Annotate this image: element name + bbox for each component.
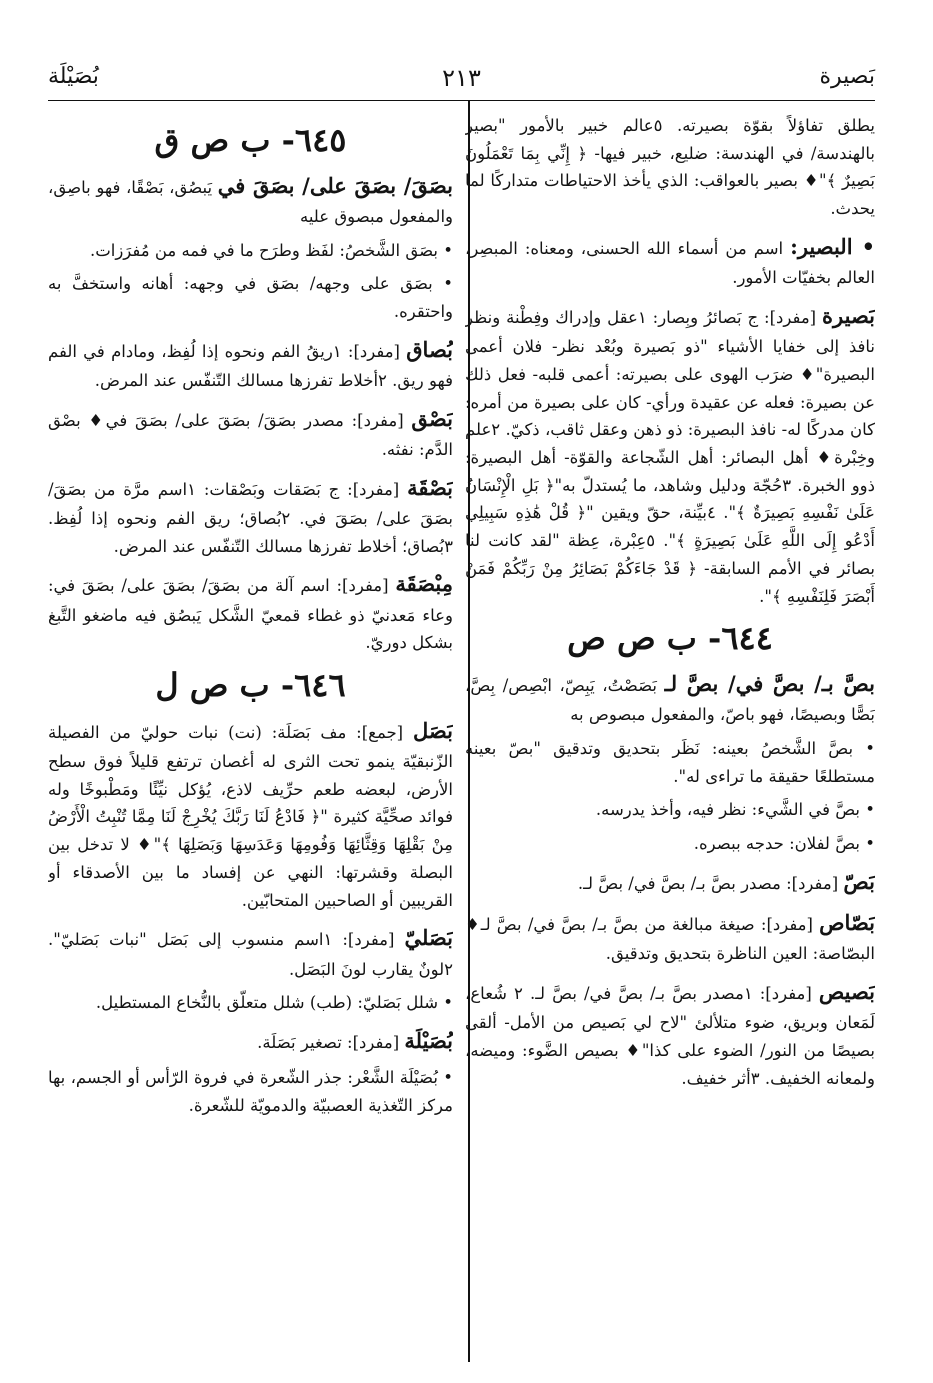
entry-definition: [مفرد]: اسم آلة من بصَقَ/ بصَقَ على/ بصَقَ في: وعاء مَعدنيّ ذو غطاء قمعيّ الشَّكل يَبصُق فيه ماضغو التَّبغ بشكل دوريّ. — [48, 576, 453, 653]
entry-headword: بَصَل — [413, 717, 453, 743]
entry-paragraph: • بُصَيْلَة الشَّعْر: جذر الشّعرة في فروة الرّأس أو الجسم، بها مركز التّغذية العصبيّة والدمويّة للشّعرة. — [48, 1068, 453, 1115]
entry-headword: بَصْق — [411, 405, 453, 431]
dictionary-entry — [48, 168, 453, 231]
entry-definition: يَبصُق، بَصْقًا، فهو باصِق، والمفعول مبصوق عليه — [48, 177, 453, 226]
entry-paragraph: • بصَّ لفلان: حدجه ببصره. — [693, 834, 875, 854]
entry-definition: بَصَصْتُ، يَبِصّ، ابْصِص/ بِصَّ، بَصًّا وبصيصًا، فهو باصّ، والمفعول مبصوص به — [465, 675, 875, 725]
dictionary-entry — [465, 974, 875, 1092]
dictionary-entry — [48, 566, 453, 657]
entry-definition: [مفرد]: مصدر بصَقَ/ بصَقَ على/ بصَقَ في♦ بصْق الدَّم: نفثه. — [48, 410, 453, 459]
dictionary-entry — [48, 1023, 453, 1058]
entry-paragraph: • بصَق الشَّخصُ: لفَظ وطرَح ما في فمه من مُفرَزات. — [89, 240, 453, 260]
entry-definition: اسم من أسماء الله الحسنى، ومعناه: المبصِر، العالم بخفيّات الأمور. — [465, 238, 875, 288]
page-header — [48, 58, 875, 101]
entry-headword: بصَّ بـ/ بصَّ في/ بصَّ لـ — [664, 670, 875, 696]
entry-paragraph: يطلق تفاؤلاً بقوّة بصيرته. ٥عالم خبير بالأمور "بصير بالهندسة/ في الهندسة: ضليع، خبير فيها- ﴿ إِنِّي بِمَا تَعْمَلُونَ بَصِيرٌ ﴾"♦ بصير بالعواقب: الذي يأخذ الاحتياطات متداركًا لما يحدث. — [465, 116, 875, 219]
left-column — [48, 112, 453, 1362]
entry-definition: [مفرد]: ج بَصائرُ وبِصار: ١عقل وإدراك وفِطْنة ونظر نافذ إلى خفايا الأشياء "ذو بَصيرة وبُعْد نظر- فلان أعمى البصيرة"♦ ضرَب الهوى على بصيرته: أعمى قلبه- فعل ذلك عن بصيرة: فعله عن عقيدة ورأي- كان على بصيرة من أمره: كان مدركًا له- نافذ البصيرة: ذو ذهن وعقل ثاقب، ذكيّ. ٢علم وخِبْرة♦ أهل البصائر: أهل الشّجاعة والقوّة- أهل البصيرة: ذوو الخبرة. ٣حُجّة ودليل وشاهد، ما يُستدلّ به"﴿ بَلِ الْإِنْسَانُ عَلَىٰ نَفْسِهِ بَصِيرَةٌ ﴾". ٤بيِّنة، حقّ ويقين "﴿ قُلْ هَٰذِهِ سَبِيلِي أَدْعُو إِلَى اللَّهِ عَلَىٰ بَصِيرَةٍ ﴾". ٥عِبْرة، عِظة "لقد كانت لنا بصائر في الأمم السابقة- ﴿ قَدْ جَاءَكُمْ بَصَائِرُ مِنْ رَبِّكُمْ فَمَنْ أَبْصَرَ فَلِنَفْسِهِ ﴾". — [465, 307, 875, 606]
header-right-word: بَصيرة — [819, 64, 875, 89]
root-heading: ٦٤٥- ب ص ق — [154, 121, 347, 159]
dictionary-entry — [48, 332, 453, 395]
entry-definition: [مفرد]: صيغة مبالغة من بصَّ بـ/ بصَّ في/ بصَّ لـ♦ البصّاصة: العين الناظرة بتحديق وتدقيق. — [465, 915, 875, 964]
dictionary-entry — [48, 470, 453, 561]
entry-paragraph: • بصَّ في الشَّيء: نظر فيه، وأخذ يدرسه. — [595, 800, 875, 820]
entry-headword: بُصاق — [406, 336, 453, 362]
entry-paragraph: • شلل بَصَليّ: (طب) شلل متعلّق بالنُّخاع المستطيل. — [95, 993, 453, 1013]
entry-headword: بَصّاص — [819, 910, 875, 936]
entry-definition: [مفرد]: تصغير بَصَلَة. — [257, 1032, 400, 1052]
entry-definition: [مفرد]: ج بَصَقات وبَصْقات: ١اسم مرَّة من بصَقَ/ بصَقَ على/ بصَقَ في. ٢بُصاق؛ ريق الفم ونحوه إذا لُفِظ. ٣بُصاق؛ أخلاط تفرزها مسالك التّنفّس عند المرض. — [48, 479, 453, 556]
dictionary-entry — [465, 229, 875, 292]
entry-headword: بصَقَ/ بصَقَ على/ بصَقَ في — [217, 172, 453, 198]
root-heading: ٦٤٦- ب ص ل — [155, 666, 346, 705]
dictionary-entry — [48, 401, 453, 464]
entry-headword: بَصّ — [843, 868, 875, 894]
entry-headword: بَصَليّ — [404, 925, 453, 951]
entry-definition: [مفرد]: مصدر بصَّ بـ/ بصَّ في/ بصَّ لـ. — [577, 873, 839, 893]
dictionary-entry — [48, 920, 453, 983]
entry-definition: [مفرد]: ١اسم منسوب إلى بَصَل "نبات بَصَليّ". ٢لونٌ يقارب لونَ البَصَل. — [48, 930, 453, 979]
dictionary-entry — [465, 666, 875, 729]
entry-headword: بَصيرة — [822, 302, 875, 328]
entry-headword: مِبْصَقَة — [395, 571, 453, 597]
entry-headword: بُصَيْلَة — [404, 1027, 453, 1053]
dictionary-entry — [465, 298, 875, 610]
entry-headword: بَصيص — [818, 979, 875, 1005]
entry-paragraph: • بصَّ الشَّخصُ بعينه: نَظَر بتحديق وتدقيق "بصّ بعينه مستطلعًا حقيقة ما تراءى له". — [465, 738, 875, 786]
page-number: ٢١٣ — [442, 64, 481, 92]
entry-definition: [جمع]: مف بَصَلَة: (نت) نبات حوليّ من الفصيلة الزّنبقيّة ينمو تحت الثرى له أغصان ترتفع قليلاً فوق سطح الأرض، لبعضه طعم حرِّيف لاذع، يُؤكل نيِّئًا ومَطْبوخًا وله فوائد صحِّيَّة كثيرة "﴿ فَادْعُ لَنَا رَبَّكَ يُخْرِجْ لَنَا مِمَّا تُنْبِتُ الْأَرْضُ مِنْ بَقْلِهَا وَقِثَّائِهَا وَفُومِهَا وَعَدَسِهَا وَبَصَلِهَا ﴾"♦ لا تدخل بين البصلة وقشرتها: النهي عن إفساد ما بين الأصدقاء أو القريبين أو الصاحبين المتحابّين. — [48, 722, 453, 910]
entry-paragraph: • بصَق على وجهه/ بصَق في وجهه: أهانه واستخفَّ به واحتقره. — [48, 274, 453, 322]
dictionary-entry — [465, 864, 875, 899]
dictionary-entry — [48, 713, 453, 915]
root-heading: ٦٤٤- ب ص ص — [567, 619, 773, 658]
entry-definition: [مفرد]: ١ريقُ الفم ونحوه إذا لُفِظ، ومادام في الفم فهو ريق. ٢أخلاط تفرزها مسالك التّنفّس عند المرض. — [48, 341, 453, 390]
dictionary-entry — [465, 905, 875, 968]
entry-headword: بَصْقَة — [407, 474, 453, 500]
right-column — [465, 112, 875, 1362]
header-left-word: بُصَيْلَة — [48, 64, 99, 89]
entry-headword: • البصير: — [790, 233, 875, 259]
entry-definition: [مفرد]: ١مصدر بصَّ بـ/ بصَّ في/ بصَّ لـ. ٢ شُعاع، لَمَعان وبريق، ضوء متلألئ "لاح لي بَصيص من الأمل- ألقى بصيصًا من النور/ الضوء على كذا"♦ بصيص الضَّوء: وميضه، ولمعانه الخفيف. ٣أثر خفيف. — [465, 984, 875, 1088]
